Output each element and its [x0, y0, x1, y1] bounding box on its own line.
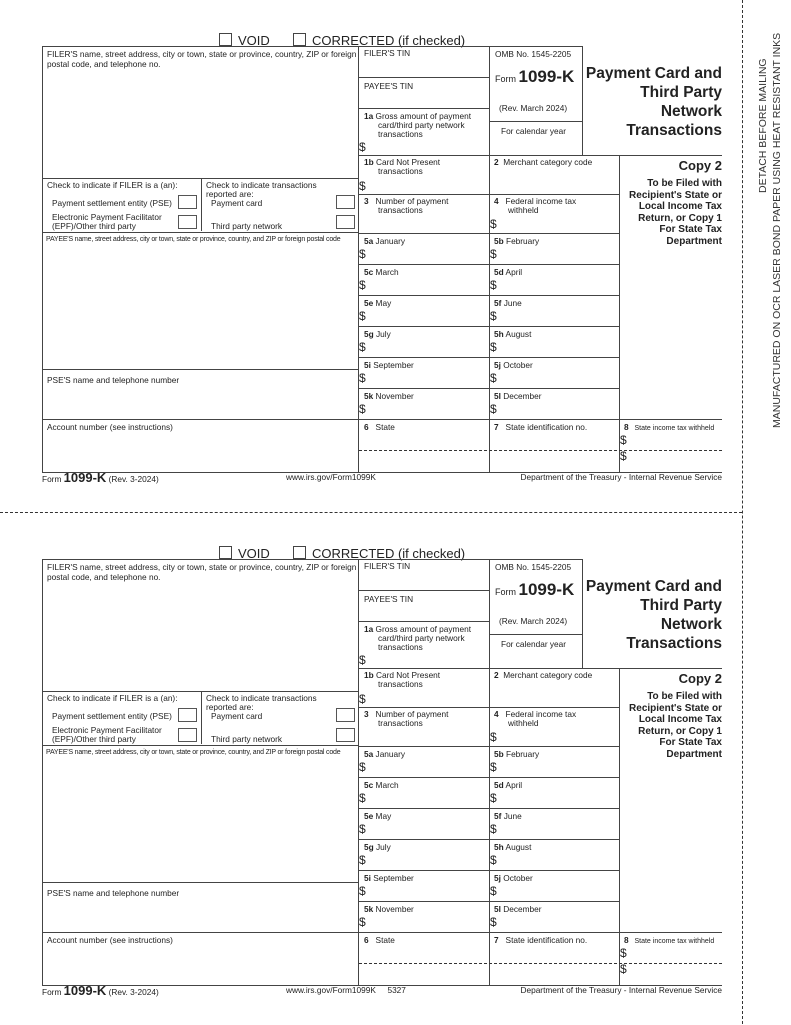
footer-department: Department of the Treasury - Internal Revenue Service — [520, 472, 722, 482]
payee-info-field[interactable]: PAYEE'S name, street address, city or town, state or province, country, and ZIP or foreign postal code — [46, 236, 341, 243]
omb-number: OMB No. 1545-2205 — [495, 49, 572, 59]
corrected-checkbox[interactable]: CORRECTED (if checked) — [293, 545, 465, 563]
month-field[interactable]: 5k November $ — [359, 904, 414, 929]
footer-department: Department of the Treasury - Internal Revenue Service — [520, 985, 722, 995]
month-field[interactable]: 5e May $ — [359, 811, 392, 836]
month-field[interactable]: 5l December $ — [490, 904, 542, 929]
pse-name-field[interactable]: PSE'S name and telephone number — [47, 888, 180, 898]
payment-card-label: Payment card — [211, 198, 263, 208]
copy-note: To be Filed with Recipient's State or Local Income Tax Return, or Copy 1 For State Tax Department — [629, 691, 722, 760]
box-6-field[interactable]: 6 State — [364, 935, 395, 945]
detach-notice: DETACH BEFORE MAILING — [757, 58, 769, 193]
epf-label: Electronic Payment Facilitator (EPF)/Other third party — [52, 725, 162, 744]
footer-code: 5327 — [387, 985, 406, 995]
copy-label: Copy 2 — [678, 158, 722, 173]
month-field[interactable]: 5k November $ — [359, 391, 414, 416]
month-field[interactable]: 5f June $ — [490, 811, 522, 836]
month-field[interactable]: 5j October $ — [490, 873, 533, 898]
col-divider-omb — [582, 46, 583, 155]
box-6-field[interactable]: 6 State — [364, 422, 395, 432]
payment-card-label: Payment card — [211, 711, 263, 721]
col-divider-omb — [582, 559, 583, 668]
box-1b-field[interactable]: 1b Card Not Present transactions $ — [359, 670, 441, 706]
month-field[interactable]: 5d April $ — [490, 780, 523, 805]
month-field[interactable]: 5h August $ — [490, 842, 532, 867]
void-box[interactable] — [219, 546, 232, 559]
month-field[interactable]: 5c March $ — [359, 780, 399, 805]
filer-tin-field[interactable]: FILER'S TIN — [364, 48, 411, 58]
payee-tin-field[interactable]: PAYEE'S TIN — [364, 81, 414, 91]
box-4-field[interactable]: 4 Federal income tax withheld $ — [490, 196, 577, 231]
account-number-field[interactable]: Account number (see instructions) — [47, 935, 173, 945]
month-field[interactable]: 5g July $ — [359, 842, 391, 867]
copy-note: To be Filed with Recipient's State or Local Income Tax Return, or Copy 1 For State Tax Department — [629, 178, 722, 247]
month-field[interactable]: 5b February $ — [490, 749, 540, 774]
dashed-divider — [359, 963, 722, 964]
filer-type-label: Check to indicate if FILER is a (an): — [47, 180, 178, 190]
box-3-field[interactable]: 3 Number of payment transactions — [364, 709, 449, 728]
box-2-field[interactable]: 2 Merchant category code — [494, 670, 593, 680]
transaction-type-label: Check to indicate transactions reported are: — [206, 693, 317, 712]
filer-info-field[interactable]: FILER'S name, street address, city or town, state or province, country, ZIP or foreign postal code, and telephone no. — [47, 562, 357, 582]
copy-label: Copy 2 — [678, 671, 722, 686]
void-checkbox[interactable]: VOID — [219, 545, 270, 563]
payee-tin-field[interactable]: PAYEE'S TIN — [364, 594, 414, 604]
box-4-field[interactable]: 4 Federal income tax withheld $ — [490, 709, 577, 744]
payee-info-field[interactable]: PAYEE'S name, street address, city or town, state or province, country, and ZIP or foreign postal code — [46, 749, 341, 756]
third-party-label: Third party network — [211, 221, 283, 231]
calendar-year-field[interactable]: For calendar year — [501, 639, 567, 649]
corrected-box[interactable] — [293, 33, 306, 46]
dashed-divider — [359, 450, 722, 451]
epf-checkbox[interactable] — [178, 728, 197, 742]
month-field[interactable]: 5i September $ — [359, 360, 414, 385]
pse-checkbox[interactable] — [178, 195, 197, 209]
omb-number: OMB No. 1545-2205 — [495, 562, 572, 572]
month-field[interactable]: 5a January $ — [359, 749, 406, 774]
divider — [201, 691, 202, 744]
month-field[interactable]: 5f June $ — [490, 298, 522, 323]
payment-card-checkbox[interactable] — [336, 195, 355, 209]
pse-name-field[interactable]: PSE'S name and telephone number — [47, 375, 180, 385]
form-id: Form 1099-K — [495, 67, 575, 86]
month-field[interactable]: 5h August $ — [490, 329, 532, 354]
rev-date: (Rev. March 2024) — [499, 103, 568, 113]
box-8-field[interactable]: 8 State income tax withheld $ $ — [620, 935, 715, 976]
epf-checkbox[interactable] — [178, 215, 197, 229]
form-title: Payment Card and Third Party Network Transactions — [585, 65, 722, 139]
footer-form-id: Form 1099-K (Rev. 3-2024) — [42, 983, 159, 998]
footer-form-id: Form 1099-K (Rev. 3-2024) — [42, 470, 159, 485]
corrected-box[interactable] — [293, 546, 306, 559]
box-1b-field[interactable]: 1b Card Not Present transactions $ — [359, 157, 441, 193]
form-1099k-copy-bottom — [0, 513, 791, 1025]
month-field[interactable]: 5c March $ — [359, 267, 399, 292]
corrected-checkbox[interactable]: CORRECTED (if checked) — [293, 32, 465, 50]
rev-date: (Rev. March 2024) — [499, 616, 568, 626]
box-3-field[interactable]: 3 Number of payment transactions — [364, 196, 449, 215]
footer-url: www.irs.gov/Form1099K 5327 — [286, 985, 406, 995]
void-box[interactable] — [219, 33, 232, 46]
form-id: Form 1099-K — [495, 580, 575, 599]
month-field[interactable]: 5b February $ — [490, 236, 540, 261]
month-field[interactable]: 5l December $ — [490, 391, 542, 416]
box-2-field[interactable]: 2 Merchant category code — [494, 157, 593, 167]
third-party-checkbox[interactable] — [336, 215, 355, 229]
box-7-field[interactable]: 7 State identification no. — [494, 422, 588, 432]
month-field[interactable]: 5j October $ — [490, 360, 533, 385]
form-title: Payment Card and Third Party Network Transactions — [585, 578, 722, 652]
third-party-label: Third party network — [211, 734, 283, 744]
box-8-field[interactable]: 8 State income tax withheld $ $ — [620, 422, 715, 463]
box-1a-field[interactable]: 1a Gross amount of payment card/third party network transactions $ — [359, 111, 472, 154]
third-party-checkbox[interactable] — [336, 728, 355, 742]
form-number: 1099-K — [518, 67, 575, 86]
month-field[interactable]: 5d April $ — [490, 267, 523, 292]
month-field[interactable]: 5a January $ — [359, 236, 406, 261]
transaction-type-label: Check to indicate transactions reported are: — [206, 180, 317, 199]
box-1a-field[interactable]: 1a Gross amount of payment card/third party network transactions $ — [359, 624, 472, 667]
pse-checkbox[interactable] — [178, 708, 197, 722]
filer-tin-field[interactable]: FILER'S TIN — [364, 561, 411, 571]
filer-info-field[interactable]: FILER'S name, street address, city or town, state or province, country, ZIP or foreign postal code, and telephone no. — [47, 49, 357, 69]
box-7-field[interactable]: 7 State identification no. — [494, 935, 588, 945]
form-1099k-copy-top — [0, 0, 791, 512]
form-number: 1099-K — [518, 580, 575, 599]
account-number-field[interactable]: Account number (see instructions) — [47, 422, 173, 432]
pse-label: Payment settlement entity (PSE) — [52, 198, 172, 208]
divider — [42, 691, 358, 692]
filer-type-label: Check to indicate if FILER is a (an): — [47, 693, 178, 703]
divider — [42, 178, 358, 179]
epf-label: Electronic Payment Facilitator (EPF)/Other third party — [52, 212, 162, 231]
payment-card-checkbox[interactable] — [336, 708, 355, 722]
calendar-year-field[interactable]: For calendar year — [501, 126, 567, 136]
month-field[interactable]: 5i September $ — [359, 873, 414, 898]
footer-url: www.irs.gov/Form1099K — [286, 472, 376, 482]
pse-label: Payment settlement entity (PSE) — [52, 711, 172, 721]
month-field[interactable]: 5e May $ — [359, 298, 392, 323]
month-field[interactable]: 5g July $ — [359, 329, 391, 354]
void-checkbox[interactable]: VOID — [219, 32, 270, 50]
paper-notice: MANUFACTURED ON OCR LASER BOND PAPER USING HEAT RESISTANT INKS — [771, 32, 783, 428]
divider — [201, 178, 202, 231]
